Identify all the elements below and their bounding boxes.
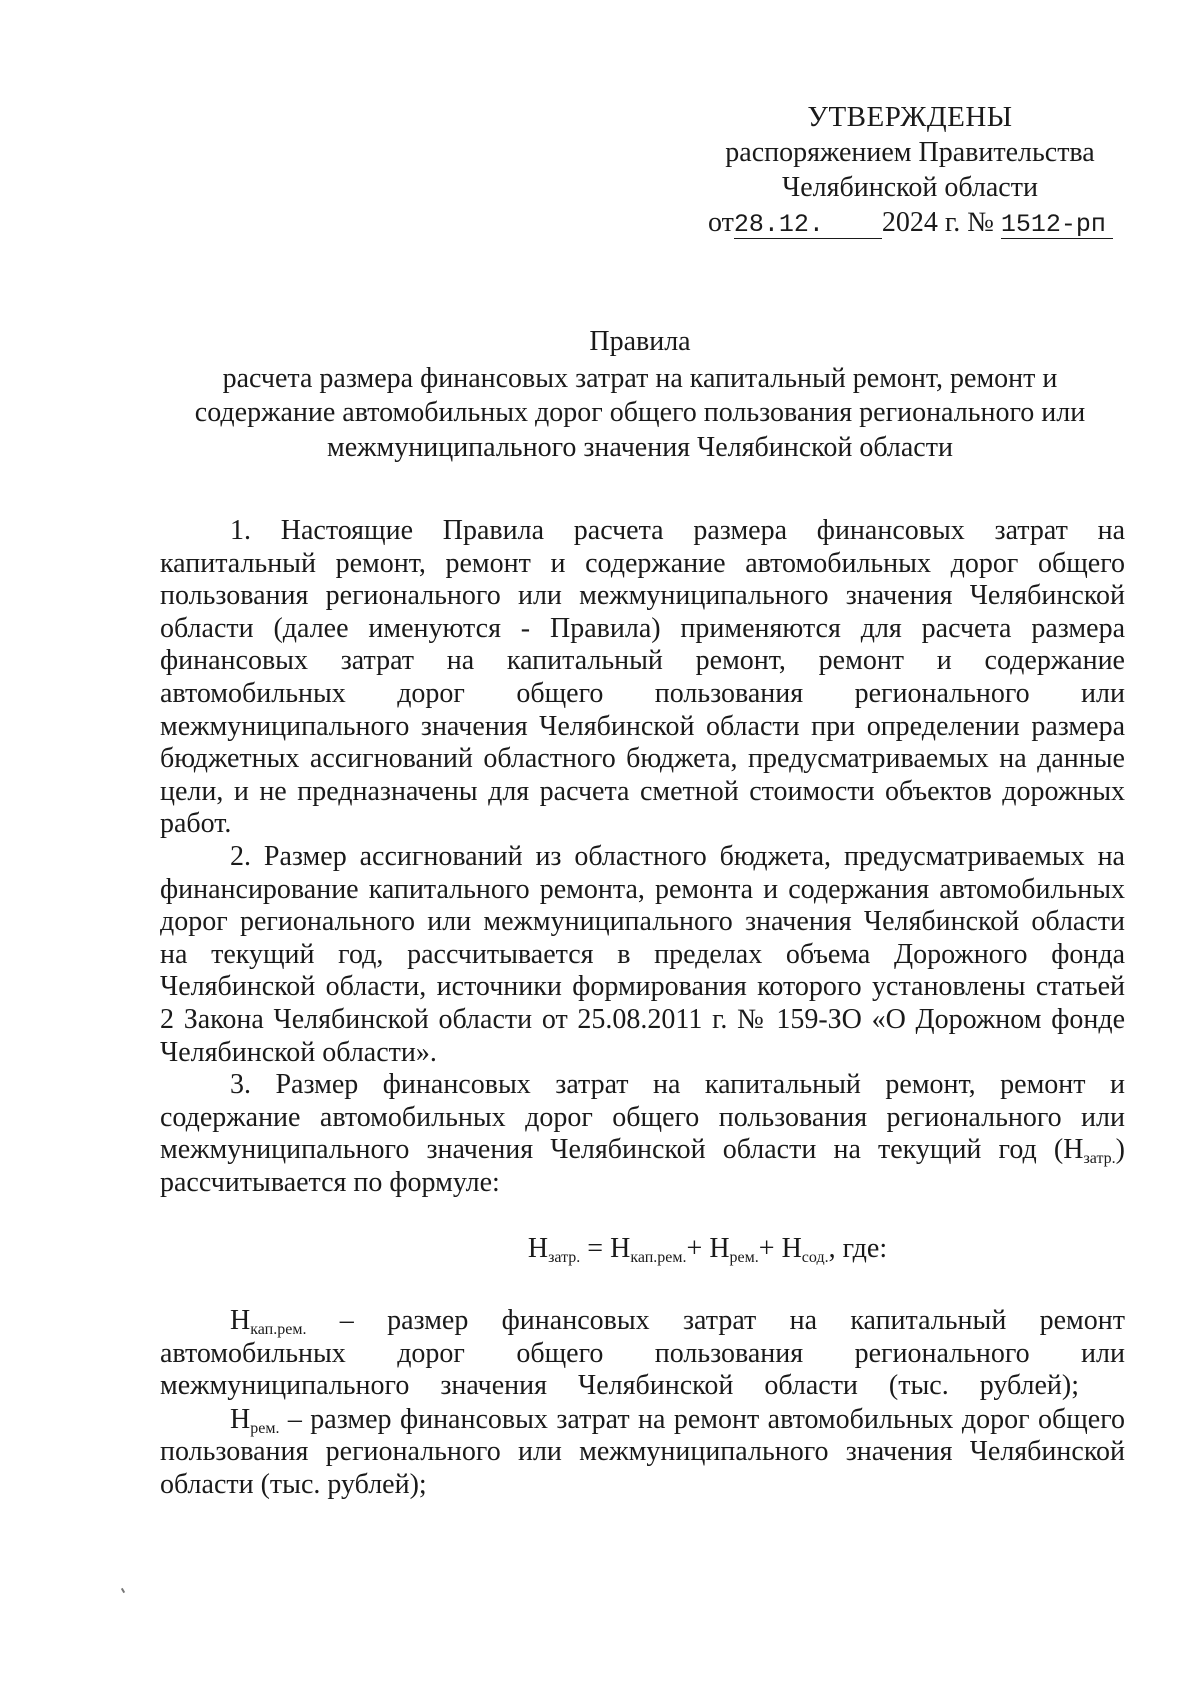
paragraph-3-subscript: затр. [1083,1150,1116,1168]
paragraph-3-main: 3. Размер финансовых затрат на капитальный ремонт, ремонт и содержание автомобильных дорог общего пользования регионального или межмуниципального значения Челябинской области на текущий год (Н [160,1069,1125,1166]
definition-rem [160,1404,1125,1502]
approval-heading: УТВЕРЖДЕНЫ [807,101,1013,133]
formula-plus-1: + Н [686,1233,730,1264]
approval-line-2: Челябинской области [782,172,1038,203]
approval-date-line [690,205,1130,240]
document-title [160,325,1120,465]
paragraph-1: 1. Настоящие Правила расчета размера финансовых затрат на капитальный ремонт, ремонт и содержание автомобильных дорог общего пользования регионального или межмуниципального значения Челябинской области (далее именуются - Правила) применяются для расчета размера финансовых затрат на капитальный ремонт, ремонт и содержание автомобильных дорог общего пользования регионального или межмуниципального значения Челябинской области при определении размера бюджетных ассигнований областного бюджета, предусматриваемых на данные цели, и не предназначены для расчета сметной стоимости объектов дорожных работ. [160,515,1125,840]
year-text: 2024 г. № [881,207,994,238]
scan-speck [121,1588,125,1593]
definition-rem-symbol: Н [230,1403,251,1435]
date-value: 28.12. [733,210,824,239]
formula-definitions [160,1305,1125,1502]
title-line-4: межмуниципального значения Челябинской области [327,431,953,463]
number-field [1001,210,1113,239]
title-line-2: расчета размера финансовых затрат на капитальный ремонт, ремонт и [222,362,1058,394]
definition-rem-text: – размер финансовых затрат на ремонт автомобильных дорог общего пользования регионального или межмуниципального значения Челябинской области (тыс. рублей); [160,1403,1125,1500]
formula-sub-sod: сод. [801,1249,829,1266]
formula-sub-total: затр. [548,1249,581,1266]
definition-rem-sub: рем. [250,1419,280,1437]
formula-eq: = Н [580,1233,631,1264]
title-line-1: Правила [589,326,691,357]
document-body [160,515,1125,1199]
paragraph-3-close: ) [1115,1134,1125,1166]
formula-sub-kap: кап.рем. [630,1249,687,1266]
paragraph-3-tail: рассчитывается по формуле: [160,1166,500,1198]
paragraph-2: 2. Размер ассигнований из областного бюджета, предусматриваемых на финансирование капитального ремонта, ремонта и содержания автомобильных дорог регионального или межмуниципального значения Челябинской области на текущий год, рассчитывается в пределах объема Дорожного фонда Челябинской области, источники формирования которого установлены статьей 2 Закона Челябинской области от 25.08.2011 г. № 159-ЗО «О Дорожном фонде Челябинской области». [160,840,1125,1068]
title-line-3: содержание автомобильных дорог общего пользования регионального или [194,397,1086,428]
definition-kap-rem-symbol: Н [230,1305,251,1336]
date-field [734,210,882,239]
formula-tail: , где: [828,1233,888,1264]
definition-kap-rem-text: – размер финансовых затрат на капитальный ремонт автомобильных дорог общего пользования регионального или межмуниципального значения Челябинской области (тыс. рублей); [160,1305,1125,1402]
date-prefix: от [708,207,734,238]
formula-h: Н [527,1233,549,1264]
definition-kap-rem-sub: кап.рем. [250,1321,307,1338]
definition-kap-rem [160,1305,1125,1403]
formula-plus-2: + Н [758,1233,802,1264]
approval-line-1: распоряжением Правительства [725,137,1095,168]
cost-formula [160,1232,1125,1266]
number-value: 1512-рп [1000,210,1106,239]
approval-stamp [690,100,1130,240]
paragraph-3 [160,1069,1125,1199]
formula-sub-rem: рем. [729,1249,759,1266]
